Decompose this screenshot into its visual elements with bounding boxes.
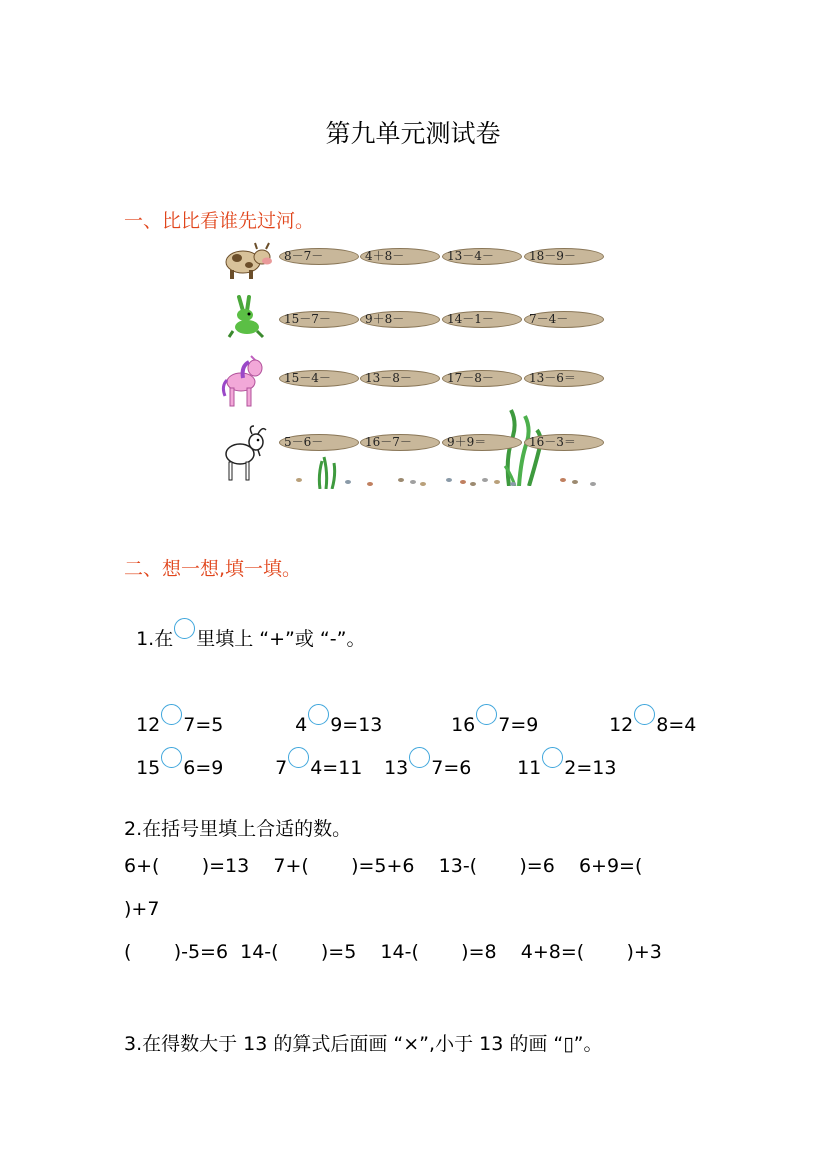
operand-a: 13: [384, 757, 409, 779]
stone-label: 7－4－: [529, 312, 569, 326]
stepping-stone: [442, 311, 522, 335]
pebble: [494, 480, 500, 484]
pebble: [420, 482, 426, 486]
pebble: [572, 480, 578, 484]
stone-label: 9＋9＝: [447, 435, 487, 449]
stone-label: 13－6＝: [529, 371, 576, 385]
operand-a: 12: [136, 714, 161, 736]
operator-blank[interactable]: [161, 747, 182, 768]
stepping-stone: [360, 434, 440, 458]
pebble: [590, 482, 596, 486]
cow-icon: [219, 238, 275, 280]
q1-item: [505, 725, 616, 779]
stone-label: 16－3＝: [529, 435, 576, 449]
stone-label: 15－4－: [284, 371, 331, 385]
operand-a: 7: [275, 757, 288, 779]
section-2-heading: 二、想一想,填一填。: [124, 558, 302, 580]
operand-a: 12: [609, 714, 634, 736]
pebble: [560, 478, 566, 482]
stepping-stone: [524, 434, 604, 458]
answer-circle-icon: [174, 618, 195, 639]
q2-line-1: 6+( )=13 7+( )=5+6 13-( )=6 6+9=(: [124, 855, 643, 877]
pebble: [470, 482, 476, 486]
pebble: [345, 480, 351, 484]
stepping-stone: [279, 370, 359, 394]
operator-blank[interactable]: [161, 704, 182, 725]
page-title: 第九单元测试卷: [325, 119, 501, 148]
q3-instruction: 3.在得数大于 13 的算式后面画 “×”,小于 13 的画 “▯”。: [124, 1033, 603, 1055]
pebble: [460, 480, 466, 484]
stepping-stone: [524, 370, 604, 394]
operator-blank[interactable]: [542, 747, 563, 768]
q1-instruction: [124, 596, 365, 651]
stepping-stone: [360, 311, 440, 335]
stepping-stone: [442, 248, 522, 272]
operand-b: 7=5: [183, 714, 224, 736]
q1-item: [372, 725, 471, 779]
stone-label: 5－6－: [284, 435, 324, 449]
operator-blank[interactable]: [476, 704, 497, 725]
goat-icon: [218, 424, 270, 482]
stone-label: 9＋8－: [365, 312, 405, 326]
pebble: [510, 482, 516, 486]
operand-b: 7=9: [498, 714, 539, 736]
section-1-heading: 一、比比看谁先过河。: [124, 210, 315, 232]
stone-label: 17－8－: [447, 371, 494, 385]
q1-item: [124, 725, 223, 779]
operand-b: 7=6: [431, 757, 472, 779]
operand-a: 4: [295, 714, 308, 736]
stone-label: 14－1－: [447, 312, 494, 326]
q1-prefix: 1.在: [136, 628, 174, 650]
stone-label: 18－9－: [529, 249, 576, 263]
operator-blank[interactable]: [409, 747, 430, 768]
stepping-stone: [442, 434, 522, 458]
stone-label: 4＋8－: [365, 249, 405, 263]
stepping-stone: [279, 248, 359, 272]
river-crossing-illustration: [0, 0, 826, 500]
pebble: [398, 478, 404, 482]
stepping-stone: [524, 248, 604, 272]
stone-label: 8－7－: [284, 249, 324, 263]
q1-suffix: 里填上 “+”或 “-”。: [196, 628, 366, 650]
q1-item: [263, 725, 362, 779]
pebble: [446, 478, 452, 482]
stepping-stone: [524, 311, 604, 335]
operand-b: 9=13: [330, 714, 383, 736]
stepping-stone: [360, 370, 440, 394]
operand-a: 15: [136, 757, 161, 779]
q2-instruction: 2.在括号里填上合适的数。: [124, 818, 352, 840]
stone-label: 13－8－: [365, 371, 412, 385]
stone-label: 15－7－: [284, 312, 331, 326]
operator-blank[interactable]: [308, 704, 329, 725]
q2-line-2: )+7: [124, 898, 160, 920]
q2-line-3: ( )-5=6 14-( )=5 14-( )=8 4+8=( )+3: [124, 941, 662, 963]
pebble: [410, 480, 416, 484]
pebble: [367, 482, 373, 486]
horse-icon: [221, 352, 271, 408]
stepping-stone: [442, 370, 522, 394]
operand-b: 2=13: [564, 757, 617, 779]
stone-label: 13－4－: [447, 249, 494, 263]
pebble: [482, 478, 488, 482]
seaweed-left: [316, 455, 340, 489]
operator-blank[interactable]: [634, 704, 655, 725]
stone-label: 16－7－: [365, 435, 412, 449]
operand-b: 8=4: [656, 714, 697, 736]
rabbit-icon: [227, 295, 267, 341]
stepping-stone: [279, 311, 359, 335]
operator-blank[interactable]: [288, 747, 309, 768]
operand-a: 11: [517, 757, 542, 779]
operand-b: 6=9: [183, 757, 224, 779]
operand-a: 16: [451, 714, 476, 736]
stepping-stone: [360, 248, 440, 272]
stepping-stone: [279, 434, 359, 458]
pebble: [296, 478, 302, 482]
operand-b: 4=11: [310, 757, 363, 779]
